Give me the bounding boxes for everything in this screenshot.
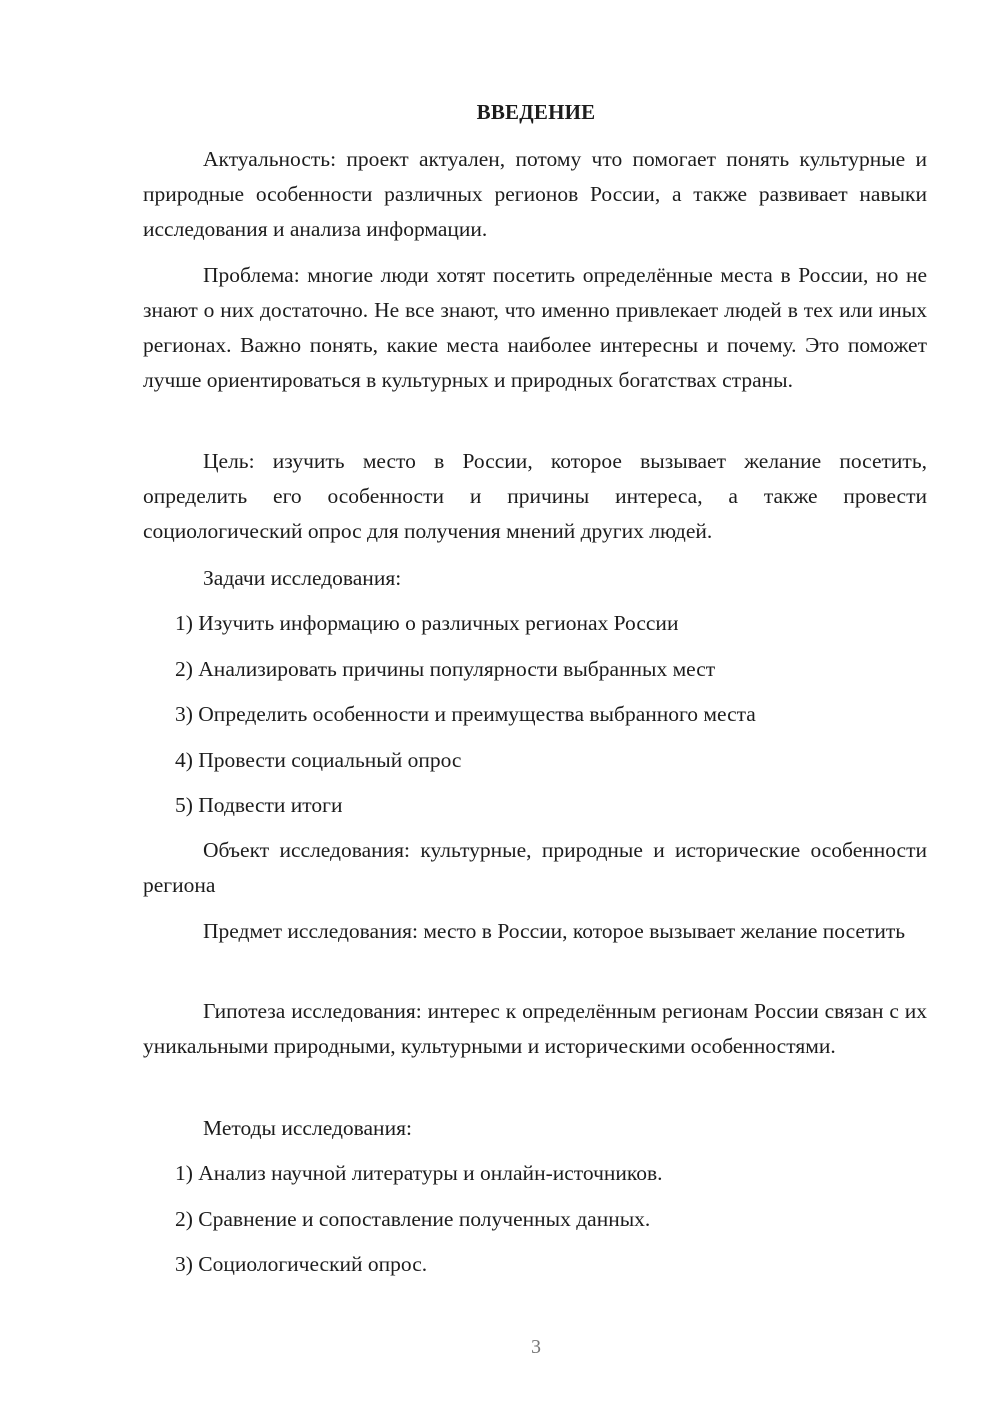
method-item: 2) Сравнение и сопоставление полученных данных.	[175, 1207, 651, 1231]
page-title: ВВЕДЕНИЕ	[476, 100, 596, 124]
task-item: 3) Определить особенности и преимущества выбранного места	[175, 702, 756, 726]
hypothesis-paragraph: Гипотеза исследования: интерес к определённым регионам России связан с их уникальными природными, культурными и историческими особенностями.	[143, 999, 927, 1058]
object-paragraph: Объект исследования: культурные, природные и исторические особенности региона	[143, 838, 927, 897]
tasks-heading: Задачи исследования:	[203, 566, 402, 590]
methods-heading: Методы исследования:	[203, 1116, 412, 1140]
task-item: 2) Анализировать причины популярности выбранных мест	[175, 657, 716, 681]
task-item: 1) Изучить информацию о различных регионах России	[175, 611, 679, 635]
subject-paragraph: Предмет исследования: место в России, которое вызывает желание посетить	[203, 919, 906, 943]
task-item: 4) Провести социальный опрос	[175, 748, 462, 772]
task-item: 5) Подвести итоги	[175, 793, 343, 817]
method-item: 3) Социологический опрос.	[175, 1252, 428, 1276]
method-item: 1) Анализ научной литературы и онлайн-источников.	[175, 1161, 663, 1185]
page-number: 3	[531, 1336, 541, 1358]
goal-paragraph: Цель: изучить место в России, которое вызывает желание посетить, определить его особенности и причины интереса, а также провести социологический опрос для получения мнений других людей.	[143, 449, 927, 543]
relevance-paragraph: Актуальность: проект актуален, потому что помогает понять культурные и природные особенности различных регионов России, а также развивает навыки исследования и анализа информации.	[143, 147, 927, 241]
problem-paragraph: Проблема: многие люди хотят посетить определённые места в России, но не знают о них достаточно. Не все знают, что именно привлекает людей в тех или иных регионах. Важно понять, какие места наиболее интересны и почему. Это поможет лучше ориентироваться в культурных и природных богатствах страны.	[143, 263, 927, 392]
